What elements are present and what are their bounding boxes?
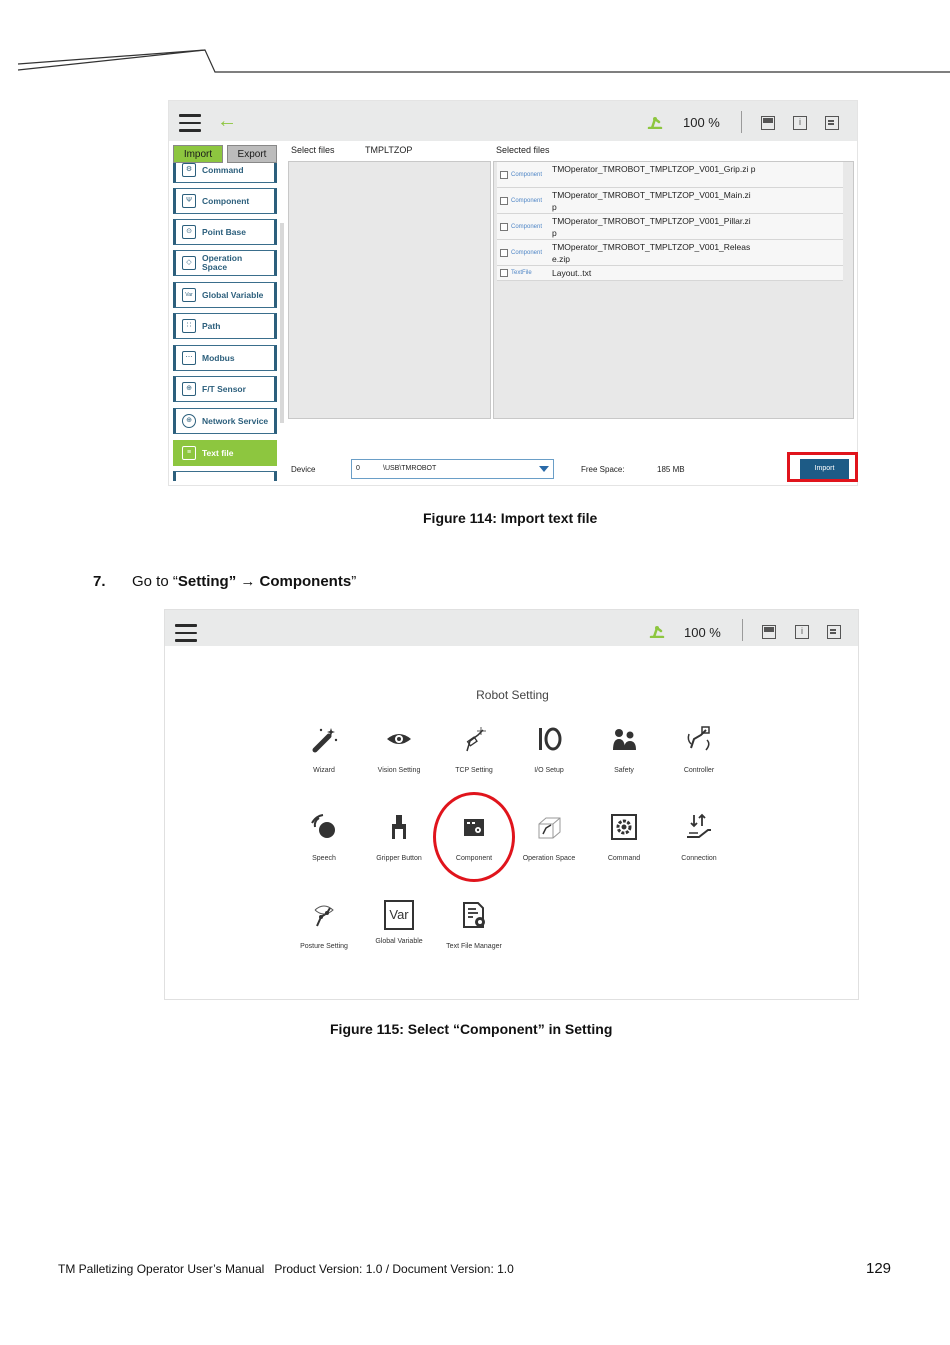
tile-label: Command	[607, 855, 641, 862]
free-space-value: 185 MB	[657, 465, 685, 474]
tile-label: Safety	[614, 767, 634, 774]
zoom-level: 100 %	[683, 115, 720, 130]
tile-speech[interactable]	[284, 812, 364, 862]
step-instruction	[132, 573, 356, 590]
file-name: TMOperator_TMROBOT_TMPLTZOP_V001_Grip.zi p	[552, 164, 756, 174]
sidebar-item-text-file[interactable]	[173, 440, 277, 466]
tile-connection[interactable]	[659, 812, 739, 862]
connection-icon	[684, 812, 714, 842]
tile-tcp-setting[interactable]	[434, 724, 514, 774]
eye-icon	[384, 724, 414, 754]
step-number: 7.	[93, 573, 106, 590]
component-icon: Ψ	[182, 194, 196, 208]
component-highlight-circle	[433, 792, 515, 882]
device-dropdown[interactable]	[351, 459, 554, 479]
file-name: TMOperator_TMROBOT_TMPLTZOP_V001_Main.zi p	[552, 190, 751, 212]
tile-label: TCP Setting	[455, 767, 493, 774]
file-name: Layout..txt	[552, 268, 592, 278]
file-row[interactable]	[497, 214, 843, 240]
tile-label: Gripper Button	[376, 855, 422, 862]
file-checkbox[interactable]	[500, 249, 508, 257]
selected-files-label: Selected files	[496, 145, 550, 155]
tile-posture-setting[interactable]	[284, 900, 364, 950]
device-label: Device	[291, 465, 316, 474]
tile-gripper-button[interactable]	[359, 812, 439, 862]
operation-space-icon: ◇	[182, 256, 196, 270]
display-icon[interactable]	[761, 116, 775, 130]
document-icon[interactable]	[827, 625, 841, 639]
robot-status-icon	[649, 624, 665, 638]
file-type: Component	[511, 224, 543, 230]
command-gear-icon	[609, 812, 639, 842]
tile-label: Controller	[683, 767, 715, 774]
sidebar-item-label: Global Variable	[202, 289, 264, 300]
posture-icon	[309, 900, 339, 930]
globe-icon: ⊕	[182, 414, 196, 428]
safety-people-icon	[609, 724, 639, 754]
tab-import[interactable]: Import	[173, 145, 223, 163]
tile-wizard[interactable]	[284, 724, 364, 774]
back-arrow-icon[interactable]: ←	[217, 110, 237, 132]
import-export-tabs	[173, 145, 277, 163]
toolbar-divider	[741, 111, 742, 133]
sidebar-item-more[interactable]	[173, 471, 277, 481]
operation-space-icon	[534, 812, 564, 842]
tile-vision-setting[interactable]	[359, 724, 439, 774]
info-icon[interactable]: i	[795, 625, 809, 639]
folder-name: TMPLTZOP	[365, 145, 413, 155]
speech-icon	[309, 812, 339, 842]
file-name: TMOperator_TMROBOT_TMPLTZOP_V001_Pillar.zi p	[552, 216, 751, 238]
controller-icon	[684, 724, 714, 754]
sidebar-item-label: Operation Space	[202, 253, 243, 272]
file-type: Component	[511, 250, 543, 256]
tile-command[interactable]	[584, 812, 664, 862]
file-type: Component	[511, 172, 543, 178]
select-files-label: Select files	[291, 145, 335, 155]
tile-label: I/O Setup	[534, 767, 564, 774]
import-button[interactable]: Import	[800, 459, 849, 479]
tile-text-file-manager[interactable]	[434, 900, 514, 950]
tab-export[interactable]: Export	[227, 145, 277, 163]
sidebar-item-modbus[interactable]	[173, 345, 277, 371]
ft-sensor-icon: ⊕	[182, 382, 196, 396]
dropdown-arrow-icon	[539, 466, 549, 472]
gripper-icon	[384, 812, 414, 842]
info-icon[interactable]: i	[793, 116, 807, 130]
sidebar-item-point-base[interactable]	[173, 219, 277, 245]
tile-label: Component	[455, 855, 493, 862]
step-prefix: Go to “	[132, 573, 178, 590]
select-files-panel[interactable]	[288, 161, 491, 419]
free-space-label: Free Space:	[581, 465, 625, 474]
manual-title: TM Palletizing Operator User’s Manual	[58, 1262, 265, 1276]
figure-114-screenshot	[168, 100, 858, 486]
top-toolbar	[165, 610, 858, 646]
figure-114-caption: Figure 114: Import text file	[423, 510, 598, 526]
sidebar-item-label: Modbus	[202, 352, 235, 363]
toolbar-divider	[742, 619, 743, 641]
import-button-highlight	[787, 452, 858, 482]
command-icon: ⚙	[182, 163, 196, 177]
sidebar-item-label: F/T Sensor	[202, 383, 246, 394]
sidebar-item-label: Command	[202, 164, 244, 175]
file-type: Component	[511, 198, 543, 204]
page-footer	[58, 1262, 514, 1276]
device-path: \USB\TMROBOT	[383, 465, 437, 472]
tile-operation-space[interactable]	[509, 812, 589, 862]
file-checkbox[interactable]	[500, 197, 508, 205]
robot-setting-title: Robot Setting	[476, 688, 549, 702]
hamburger-menu-icon[interactable]	[175, 624, 197, 642]
var-icon: Var	[384, 900, 414, 930]
file-row[interactable]	[497, 162, 843, 188]
tile-label: Speech	[312, 855, 336, 862]
version-info: Product Version: 1.0 / Document Version: 1.0	[274, 1262, 514, 1276]
sidebar-item-label: Path	[202, 320, 221, 331]
device-index: 0	[356, 465, 360, 472]
tile-label: Connection	[681, 855, 717, 862]
tile-global-variable[interactable]	[359, 900, 439, 945]
sidebar-item-global-variable[interactable]	[173, 282, 277, 308]
selected-files-panel	[493, 161, 854, 419]
figure-115-caption: Figure 115: Select “Component” in Setting	[330, 1021, 613, 1037]
io-icon	[534, 724, 564, 754]
page-number: 129	[866, 1260, 892, 1277]
sidebar-item-command[interactable]	[173, 163, 277, 183]
tile-controller[interactable]	[659, 724, 739, 774]
zoom-level: 100 %	[684, 625, 721, 640]
robot-status-icon	[647, 115, 663, 129]
category-sidebar	[173, 163, 277, 481]
file-type: TextFile	[511, 270, 532, 276]
tile-safety[interactable]	[584, 724, 664, 774]
tile-label: Text File Manager	[446, 943, 502, 950]
file-name: TMOperator_TMROBOT_TMPLTZOP_V001_Releas e.zip	[552, 242, 751, 264]
hamburger-menu-icon[interactable]	[179, 114, 201, 132]
tile-label: Wizard	[313, 767, 335, 774]
text-file-manager-icon	[459, 900, 489, 930]
text-file-icon: ≡	[182, 446, 196, 460]
wizard-wand-icon	[309, 724, 339, 754]
display-icon[interactable]	[762, 625, 776, 639]
modbus-icon: ⋯	[182, 351, 196, 365]
top-toolbar	[169, 101, 857, 141]
tcp-icon	[459, 724, 489, 754]
sidebar-item-label: Text file	[202, 447, 234, 458]
sidebar-item-path[interactable]	[173, 313, 277, 339]
path-icon: ∷	[182, 319, 196, 333]
step-bold-text: Setting” → Components	[177, 573, 352, 590]
file-row[interactable]	[497, 266, 843, 281]
sidebar-item-operation-space[interactable]	[173, 250, 277, 276]
sidebar-item-label: Component	[202, 195, 250, 206]
sidebar-item-label: Network Service	[202, 415, 269, 426]
sidebar-item-label: Point Base	[202, 226, 246, 237]
variable-icon: Var	[182, 288, 196, 302]
tile-label: Global Variable	[375, 938, 423, 945]
tile-label: Operation Space	[522, 855, 576, 862]
tile-label: Vision Setting	[377, 767, 421, 774]
document-icon[interactable]	[825, 116, 839, 130]
sidebar-item-ft-sensor[interactable]	[173, 376, 277, 402]
page-header-line	[0, 0, 950, 80]
tile-label: Posture Setting	[300, 943, 348, 950]
point-base-icon: ⊙	[182, 225, 196, 239]
sidebar-item-network-service[interactable]	[173, 408, 277, 434]
figure-115-screenshot	[164, 609, 859, 1000]
sidebar-item-component[interactable]	[173, 188, 277, 214]
file-checkbox[interactable]	[500, 223, 508, 231]
file-row[interactable]	[497, 188, 843, 214]
file-row[interactable]	[497, 240, 843, 266]
file-checkbox[interactable]	[500, 269, 508, 277]
file-checkbox[interactable]	[500, 171, 508, 179]
step-suffix: ”	[351, 573, 357, 590]
tile-io-setup[interactable]	[509, 724, 589, 774]
sidebar-scrollbar[interactable]	[279, 163, 285, 479]
